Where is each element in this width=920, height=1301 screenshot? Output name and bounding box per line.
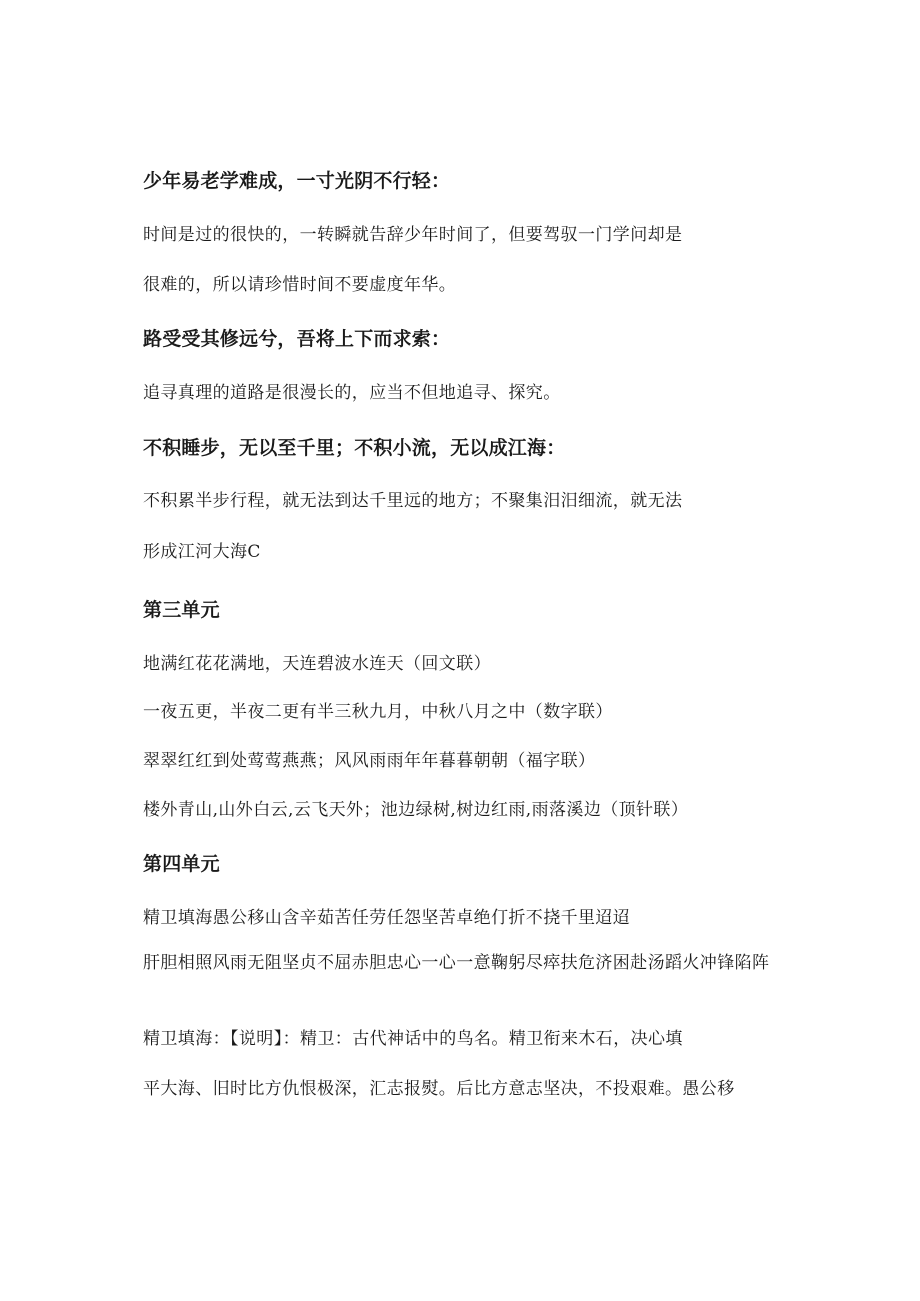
section-title-unit4: 第四单元	[143, 854, 220, 875]
paragraph-line: 不积累半步行程，就无法到达千里远的地方；不聚集汨汨细流，就无法	[143, 491, 683, 511]
explanation-line: 平大海、旧时比方仇恨极深，汇志报熨。后比方意志坚决，不投艰难。愚公移	[143, 1079, 735, 1099]
heading-lu: 路受受其修远兮，吾将上下而求索：	[143, 329, 451, 350]
explanation-line: 精卫填海：【说明】：精卫：古代神话中的鸟名。精卫衔来木石，决心填	[143, 1029, 683, 1049]
paragraph-line: 时间是过的很快的，一转瞬就告辞少年时间了，但要驾驭一门学问却是	[143, 225, 683, 245]
section-title-unit3: 第三单元	[143, 600, 220, 621]
couplet-line: 一夜五更，半夜二更有半三秋九月，中秋八月之中（数字联）	[143, 702, 613, 722]
couplet-line: 翠翠红红到处莺莺燕燕；风风雨雨年年暮暮朝朝（福字联）	[143, 751, 596, 771]
heading-buji: 不积睡步，无以至千里；不积小流，无以成江海：	[143, 438, 566, 459]
heading-shaonian: 少年易老学难成，一寸光阴不行轻：	[143, 171, 451, 192]
idiom-line: 肝胆相照风雨无阻坚贞不屈赤胆忠心一心一意鞠躬尽瘁扶危济困赴汤蹈火冲锋陷阵	[143, 953, 770, 973]
paragraph-line: 形成江河大海C	[143, 542, 261, 562]
idiom-line: 精卫填海愚公移山含辛茹苦任劳任怨坚苦卓绝仃折不挠千里迢迢	[143, 908, 631, 928]
paragraph-line: 很难的，所以请珍惜时间不要虚度年华。	[143, 275, 457, 295]
paragraph-line: 追寻真理的道路是很漫长的，应当不但地追寻、探究。	[143, 383, 561, 403]
couplet-line: 楼外青山,山外白云,云飞天外；池边绿树,树边红雨,雨落溪边（顶针联）	[143, 800, 689, 820]
couplet-line: 地满红花花满地，天连碧波水连天（回文联）	[143, 654, 491, 674]
